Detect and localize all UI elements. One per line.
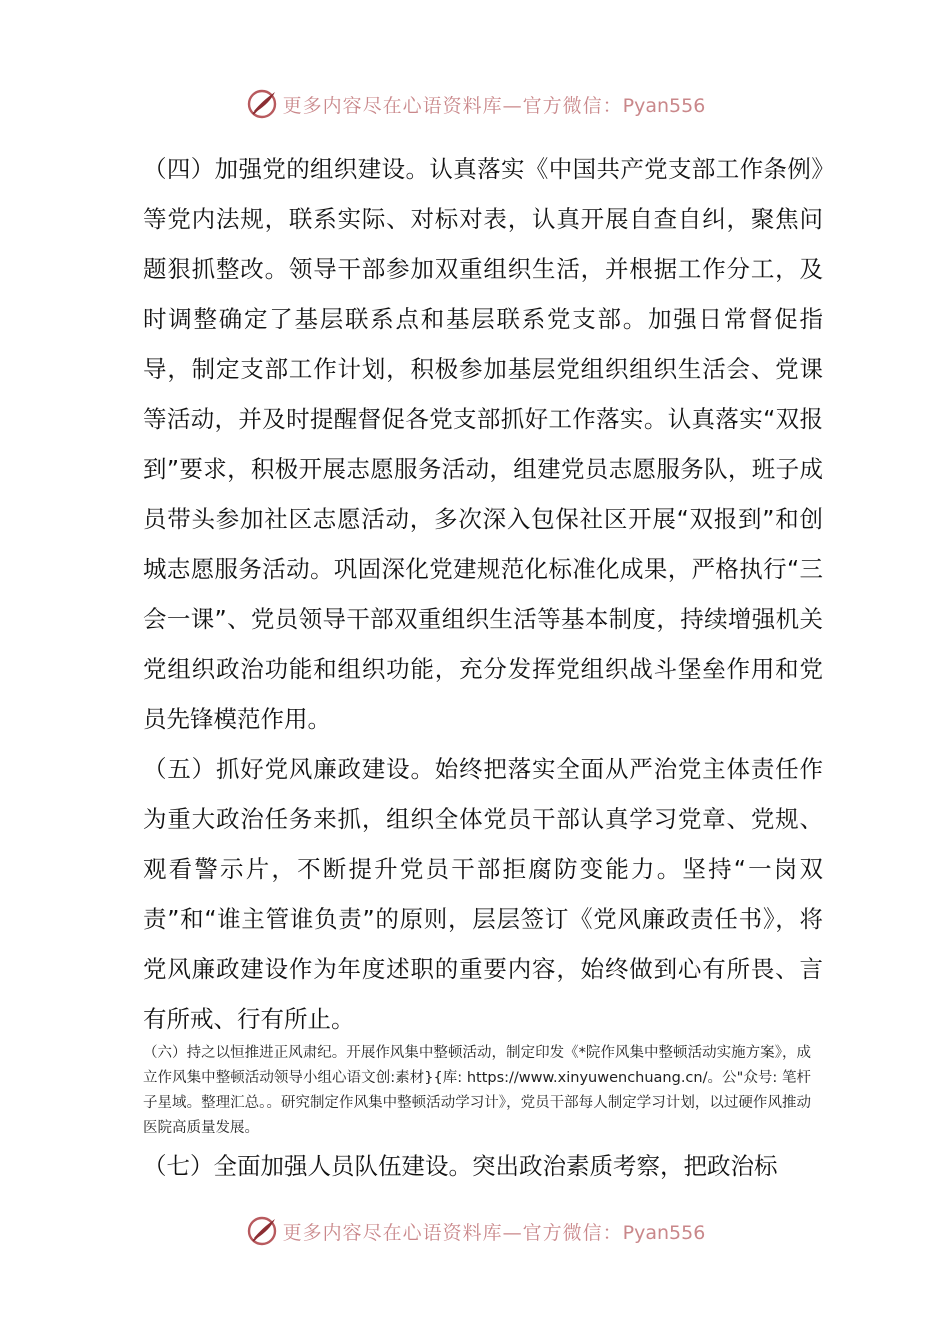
watermark-text: 更多内容尽在心语资料库—官方微信：Pyan556 xyxy=(282,1221,706,1244)
paragraph-six-small: （六）持之以恒推进正风肃纪。开展作风集中整顿活动，制定印发《*院作风集中整顿活动实施方案》，成立作风集中整顿活动领导小组心语文创:素材}{库: https://www.xinyuwenchuang.cn/。公"众号: 笔杆子星域。整理汇总。。研究制定作风集中整顿活动学习计》，党员干部每人制定学习计划，以过硬作风推动医院高质量发展。 xyxy=(143,1045,811,1136)
paragraph-seven-wrap xyxy=(143,1141,823,1191)
paragraph-seven: （七）全面加强人员队伍建设。突出政治素质考察，把政治标 xyxy=(143,1152,778,1180)
quill-logo-icon xyxy=(245,87,279,121)
header-watermark xyxy=(0,84,950,124)
paragraph-four: （四）加强党的组织建设。认真落实《中国共产党支部工作条例》等党内法规，联系实际、对标对表，认真开展自查自纠，聚焦问题狠抓整改。领导干部参加双重组织生活，并根据工作分工，及时调整确定了基层联系点和基层联系党支部。加强日常督促指导，制定支部工作计划，积极参加基层党组织组织生活会、党课等活动，并及时提醒督促各党支部抓好工作落实。认真落实“双报到”要求，积极开展志愿服务活动，组建党员志愿服务队，班子成员带头参加社区志愿活动，多次深入包保社区开展“双报到”和创城志愿服务活动。巩固深化党建规范化标准化成果，严格执行“三会一课”、党员领导干部双重组织生活等基本制度，持续增强机关党组织政治功能和组织功能，充分发挥党组织战斗堡垒作用和党员先锋模范作用。 xyxy=(143,155,823,733)
footer-watermark xyxy=(0,1211,950,1251)
document-body xyxy=(143,144,823,1044)
watermark-text: 更多内容尽在心语资料库—官方微信：Pyan556 xyxy=(282,94,706,117)
paragraph-five: （五）抓好党风廉政建设。始终把落实全面从严治党主体责任作为重大政治任务来抓，组织全体党员干部认真学习党章、党规、观看警示片，不断提升党员干部拒腐防变能力。坚持“一岗双责”和“谁主管谁负责”的原则，层层签订《党风廉政责任书》，将党风廉政建设作为年度述职的重要内容，始终做到心有所畏、言有所戒、行有所止。 xyxy=(143,755,823,1033)
quill-logo-icon xyxy=(245,1214,279,1248)
